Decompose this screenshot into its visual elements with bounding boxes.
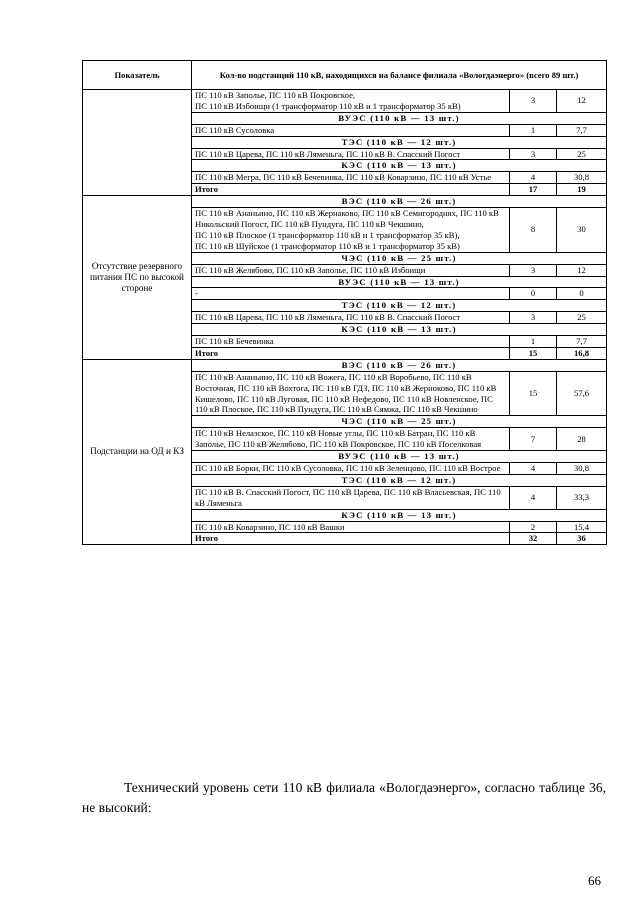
power-value: 36 [557, 533, 607, 545]
branch-heading: ЧЭС (110 кВ — 25 шт.) [192, 416, 607, 428]
substation-count: 15 [510, 371, 557, 416]
substation-count: 4 [510, 172, 557, 184]
substation-list: ПС 110 кВ Нелазское, ПС 110 кВ Новые углы, ПС 110 кВ Батран, ПС 110 кВ Заполье, ПС 110 кВ Желябово, ПС 110 кВ Покровское, ПС 110 кВ Поселковая [192, 428, 510, 451]
substation-count: 3 [510, 312, 557, 324]
power-value: 30,8 [557, 463, 607, 475]
power-value: 7,7 [557, 336, 607, 348]
substation-list: ПС 110 кВ Ананьино, ПС 110 кВ Жернаково, ПС 110 кВ Семигороднях, ПС 110 кВ Никольский Погост, ПС 110 кВ Пундуга, ПС 110 кВ Чекшино, ПС 110 кВ Плоское (1 трансформатор 110 кВ и 1 трансформатор 35 кВ), ПС 110 кВ Шуйское (1 трансформатор 110 кВ и 1 трансформатор 35 кВ) [192, 208, 510, 253]
body-paragraph: Технический уровень сети 110 кВ филиала «Вологдаэнерго», согласно таблице 36, не высокий: [82, 780, 606, 815]
indicator-header: Показатель [83, 61, 192, 90]
power-value: 25 [557, 312, 607, 324]
substation-count: 17 [510, 184, 557, 196]
branch-heading: ЧЭС (110 кВ — 25 шт.) [192, 252, 607, 264]
substation-list: ПС 110 кВ Желябово, ПС 110 кВ Заполье, ПС 110 кВ Избоищи [192, 264, 510, 276]
power-value: 30,8 [557, 172, 607, 184]
substation-count: 4 [510, 463, 557, 475]
branch-heading: ВЭС (110 кВ — 26 шт.) [192, 196, 607, 208]
total-label: Итого [192, 184, 510, 196]
substation-list: ПС 110 кВ Заполье, ПС 110 кВ Покровское, ПС 110 кВ Избоищи (1 трансформатор 110 кВ и 1 трансформатор 35 кВ) [192, 90, 510, 113]
power-value: 30 [557, 208, 607, 253]
branch-heading: КЭС (110 кВ — 13 шт.) [192, 160, 607, 172]
branch-heading: ВУЭС (110 кВ — 13 шт.) [192, 276, 607, 288]
substation-count: 2 [510, 521, 557, 533]
power-value: 12 [557, 90, 607, 113]
branch-heading: ВУЭС (110 кВ — 13 шт.) [192, 451, 607, 463]
substation-count: 4 [510, 486, 557, 509]
power-value: 28 [557, 428, 607, 451]
page-number: 66 [588, 873, 601, 888]
substation-count: 15 [510, 347, 557, 359]
total-label: Итого [192, 347, 510, 359]
substation-list: ПС 110 кВ Бечевинка [192, 336, 510, 348]
total-label: Итого [192, 533, 510, 545]
power-value: 0 [557, 288, 607, 300]
substation-list: ПС 110 кВ Ананьино, ПС 110 кВ Вожега, ПС 110 кВ Воробьево, ПС 110 кВ Восточная, ПС 110 кВ Вохтога, ПС 110 кВ ГДЗ, ПС 110 кВ Жерноково, ПС 110 кВ Кишелово, ПС 110 кВ Луговая, ПС 110 кВ Нефедово, ПС 110 кВ Новленское, ПС 110 кВ Плоское, ПС 110 кВ Пундуга, ПС 110 кВ Сямжа, ПС 110 кВ Чекшино [192, 371, 510, 416]
branch-heading: ТЭС (110 кВ — 12 шт.) [192, 300, 607, 312]
branch-heading: ВЭС (110 кВ — 26 шт.) [192, 359, 607, 371]
substation-list: ПС 110 кВ Сусоловка [192, 124, 510, 136]
section-indicator-cell [83, 90, 192, 196]
substation-list: ПС 110 кВ Царева, ПС 110 кВ Ляменьга, ПС 110 кВ В. Спасский Погост [192, 312, 510, 324]
table-header-row [83, 61, 607, 90]
substation-count: 3 [510, 90, 557, 113]
power-value: 25 [557, 148, 607, 160]
substation-list: ПС 110 кВ Коварзино, ПС 110 кВ Вашки [192, 521, 510, 533]
substation-count: 0 [510, 288, 557, 300]
substation-list: ПС 110 кВ Царева, ПС 110 кВ Ляменьга, ПС 110 кВ В. Спасский Погост [192, 148, 510, 160]
substation-count: 7 [510, 428, 557, 451]
section-indicator-cell: Отсутствие резервного питания ПС по высокой стороне [83, 196, 192, 360]
substation-count: 8 [510, 208, 557, 253]
branch-heading: КЭС (110 кВ — 13 шт.) [192, 324, 607, 336]
branch-heading: ТЭС (110 кВ — 12 шт.) [192, 136, 607, 148]
branch-row [83, 359, 607, 371]
substation-table [82, 60, 607, 545]
power-value: 15,4 [557, 521, 607, 533]
substation-count: 1 [510, 124, 557, 136]
substation-count: 1 [510, 336, 557, 348]
branch-heading: ВУЭС (110 кВ — 13 шт.) [192, 112, 607, 124]
substation-count: 3 [510, 148, 557, 160]
count-header: Кол-во подстанций 110 кВ, находящихся на балансе филиала «Вологдаэнерго» (всего 89 шт.) [192, 61, 607, 90]
table-row [83, 90, 607, 113]
substation-count: 3 [510, 264, 557, 276]
substation-list: ПС 110 кВ В. Спасский Погост, ПС 110 кВ Царева, ПС 110 кВ Власьевская, ПС 110 кВ Ляменьга [192, 486, 510, 509]
power-value: 7,7 [557, 124, 607, 136]
substation-count: 32 [510, 533, 557, 545]
power-value: 57,6 [557, 371, 607, 416]
power-value: 12 [557, 264, 607, 276]
branch-heading: ТЭС (110 кВ — 12 шт.) [192, 474, 607, 486]
power-value: 33,3 [557, 486, 607, 509]
section-indicator-cell: Подстанции на ОД и КЗ [83, 359, 192, 545]
substation-list: ПС 110 кВ Борки, ПС 110 кВ Сусоловка, ПС 110 кВ Зеленцово, ПС 110 кВ Вострое [192, 463, 510, 475]
power-value: 19 [557, 184, 607, 196]
substation-list: ПС 110 кВ Мегра, ПС 110 кВ Бечевинка, ПС 110 кВ Коварзино, ПС 110 кВ Устье [192, 172, 510, 184]
branch-heading: КЭС (110 кВ — 13 шт.) [192, 509, 607, 521]
substation-list: - [192, 288, 510, 300]
branch-row [83, 196, 607, 208]
power-value: 16,8 [557, 347, 607, 359]
